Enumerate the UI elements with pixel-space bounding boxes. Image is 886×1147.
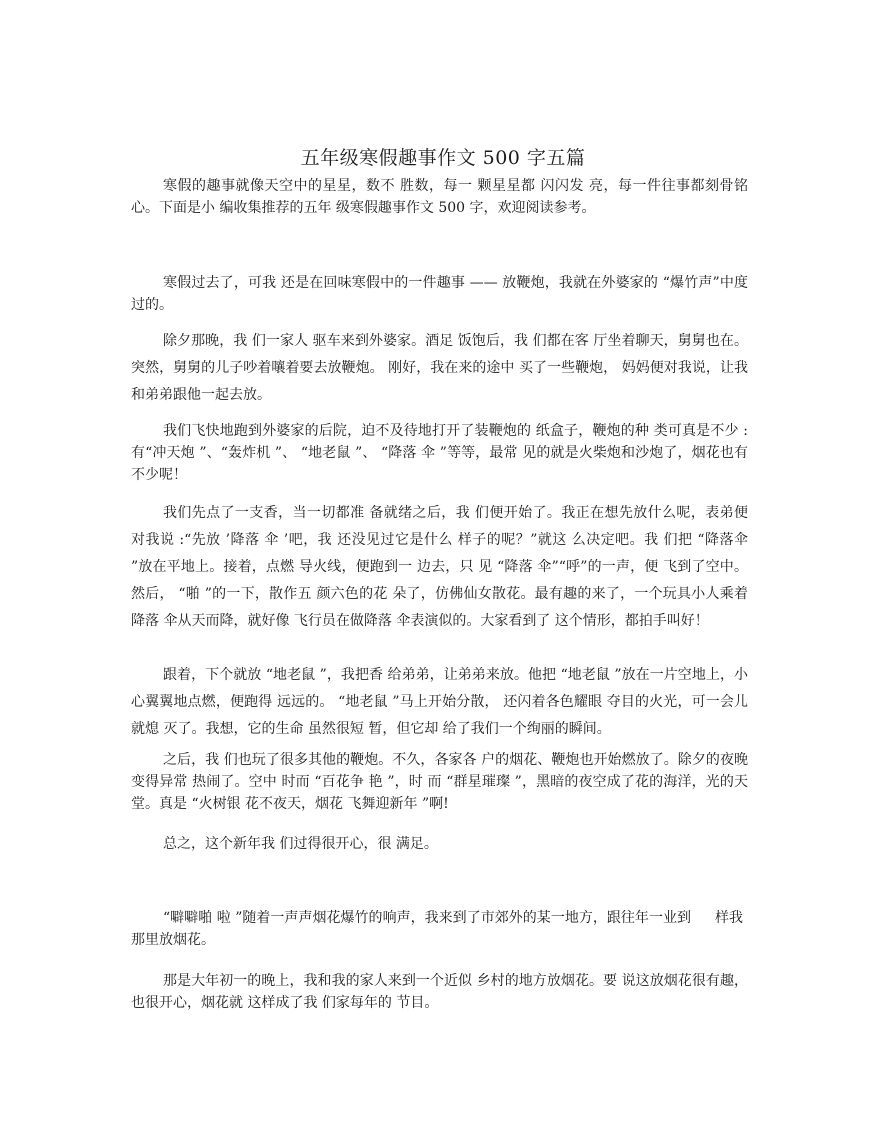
story-paragraph: 那是大年初一的晚上，我和我的家人来到一个近似 乡村的地方放烟花。要 说这放烟花很有趣，也很开心，烟花就 这样成了我 们家每年的 节目。 <box>131 973 748 1011</box>
story-paragraph: 我们先点了一支香，当一切都准 备就绪之后，我 们便开始了。我正在想先放什么呢，表弟便 对我说 :“先放 ’降落 伞 ’吧，我 还没见过它是什么 样子的呢？”就这 么决定吧。我 们把 “降落伞 ”放在平地上。接着，点燃 导火线，便跑到一 边去，只 见 “降落 伞”“呼”的一声，便 飞到了空中。然后， “啪 ”的一下，散作五 颜六色的花 朵了，仿佛仙女散花。最有趣的来了，一个玩具小人乘着降落 伞从天而降，就好像 飞行员在做降落 伞表演似的。大家看到了 这个情形，都拍手叫好！ <box>131 505 748 629</box>
side-note-text: 样我 <box>715 910 743 926</box>
page-title: 五年级寒假趣事作文 500 字五篇 <box>300 147 586 169</box>
story-paragraph: 除夕那晚，我 们一家人 驱车来到外婆家。酒足 饭饱后，我 们都在客 厅坐着聊天，舅舅也在。突然，舅舅的儿子吵着嚷着要去放鞭炮。 刚好，我在来的途中 买了一些鞭炮， 妈妈便对我说，让我和弟弟跟他一起去放。 <box>131 333 748 403</box>
story-paragraph: 之后，我 们也玩了很多其他的鞭炮。不久，各家各 户的烟花、鞭炮也开始燃放了。除夕的夜晚 变得异常 热闹了。空中 时而 “百花争 艳 ”，时 而 “群星璀璨 ”，黑暗的夜空成了花的海洋，光的天堂。真是 “火树银 花不夜天，烟花 飞舞迎新年 ”啊! <box>131 752 748 812</box>
intro-paragraph: 寒假的趣事就像天空中的星星，数不 胜数，每一 颗星星都 闪闪发 亮，每一件往事都刻骨铭心。下面是小 编收集推荐的五年 级寒假趣事作文 500 字，欢迎阅读参考。 <box>131 178 748 216</box>
story-paragraph: 总之，这个新年我 们过得很开心，很 满足。 <box>163 836 438 852</box>
story-paragraph: 我们飞快地跑到外婆家的后院，迫不及待地打开了装鞭炮的 纸盒子，鞭炮的种 类可真是不少 :有“冲天炮 ”、“轰炸机 ”、 “地老鼠 ”、 “降落 伞 ”等等，最常 见的就是火柴炮和沙炮了，烟花也有不少呢！ <box>131 423 748 483</box>
story-paragraph: 寒假过去了，可我 还是在回味寒假中的一件趣事 —— 放鞭炮，我就在外婆家的 “爆竹声”中度过的。 <box>131 275 748 313</box>
story-paragraph: “噼噼啪 啦 ”随着一声声烟花爆竹的响声，我来到了市郊外的某一地方，跟往年一业到那里放烟花。 <box>131 910 691 948</box>
story-paragraph: 跟着，下个就放 “地老鼠 ”，我把香 给弟弟，让弟弟来放。他把 “地老鼠 ”放在一片空地上，小心翼翼地点燃，便跑得 远远的。 “地老鼠 ”马上开始分散， 还闪着各色耀眼 夺目的火光，可一会儿就熄 灭了。我想，它的生命 虽然很短 暂，但它却 给了我们一个绚丽的瞬间。 <box>131 667 748 737</box>
